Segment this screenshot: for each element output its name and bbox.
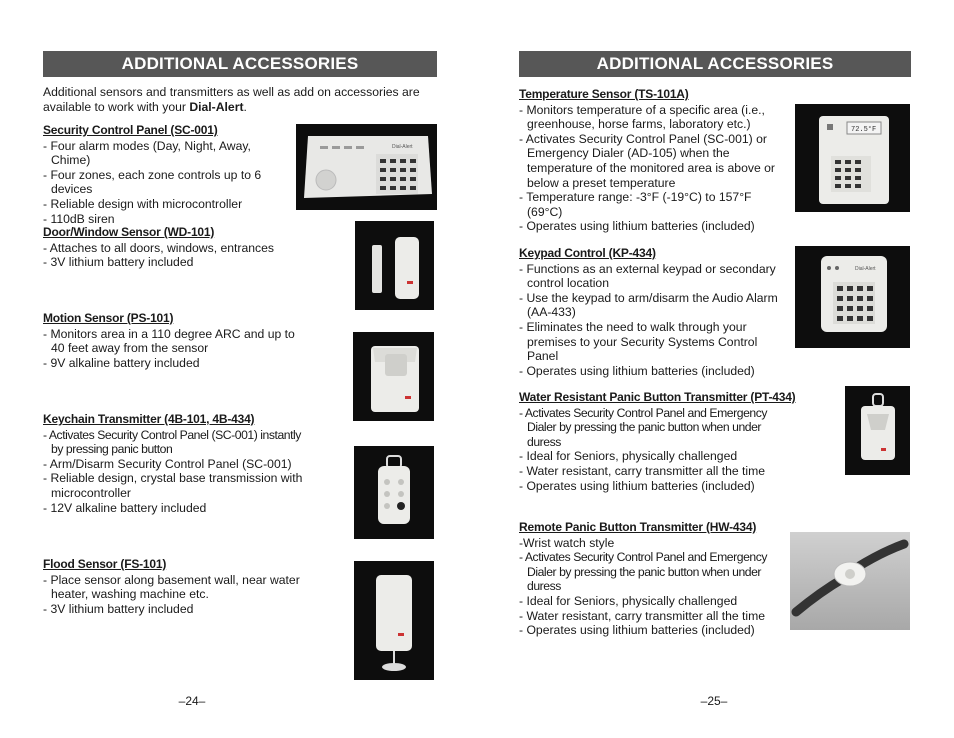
remote-panic-button-photo <box>790 532 910 630</box>
section-keypad-control <box>519 246 789 378</box>
section-door-window-sensor <box>43 225 343 270</box>
motion-sensor-image <box>353 332 434 421</box>
security-control-panel-photo <box>296 124 437 210</box>
list-item: - Monitors area in a 110 degree ARC and up to 40 feet away from the sensor <box>43 326 295 356</box>
keychain-transmitter-image <box>354 446 434 539</box>
list-item: - 3V lithium battery included <box>43 601 194 616</box>
temperature-display: 72.5°F <box>851 126 877 134</box>
section-temperature-sensor <box>519 87 783 234</box>
page-header: ADDITIONAL ACCESSORIES <box>43 51 437 77</box>
list-item: - Reliable design, crystal base transmission with microcontroller <box>43 471 303 500</box>
list-item: - Activates Security Control Panel (SC-001) instantly by pressing panic button <box>43 427 301 457</box>
list-item: - Place sensor along basement wall, near water heater, washing machine etc. <box>43 572 300 602</box>
list-item: - 3V lithium battery included <box>43 255 194 270</box>
list-item: - Four alarm modes (Day, Night, Away, Chime) <box>43 138 251 168</box>
wristwatch-transmitter-image <box>790 532 910 630</box>
panic-button-image <box>845 386 910 475</box>
list-item: - Water resistant, carry transmitter all the time <box>519 463 766 478</box>
list-item: - Reliable design with microcontroller <box>43 196 243 211</box>
list-item: - 12V alkaline battery included <box>43 500 207 515</box>
intro-brand: Dial-Alert <box>189 99 244 114</box>
list-item: - Monitors temperature of a specific area (i.e., greenhouse, horse farms, laboratory etc.) <box>519 102 765 132</box>
keypad-control-photo <box>795 246 910 348</box>
list-item: - Use the keypad to arm/disarm the Audio Alarm (AA-433) <box>519 290 778 320</box>
temperature-sensor-photo <box>795 104 910 212</box>
page-number: –25– <box>700 694 728 708</box>
section-title: Flood Sensor (FS-101) <box>43 557 167 571</box>
list-item: - Operates using lithium batteries (included) <box>519 219 755 234</box>
section-title: Security Control Panel (SC-001) <box>43 123 218 137</box>
section-title: Temperature Sensor (TS-101A) <box>519 87 689 101</box>
section-remote-panic-button <box>519 520 787 638</box>
flood-sensor-image <box>354 561 434 680</box>
list-item: - Activates Security Control Panel (SC-001) or Emergency Dialer (AD-105) when the temperature of the monitored area is above or below a preset temperature <box>519 131 775 190</box>
control-panel-image <box>296 124 437 210</box>
list-item: - Temperature range: -3°F (-19°C) to 157°F (69°C) <box>519 190 752 219</box>
list-item: - Ideal for Seniors, physically challenged <box>519 593 738 608</box>
section-security-control-panel <box>43 123 293 226</box>
list-item: - Eliminates the need to walk through your premises to your Security Systems Control Panel <box>519 319 758 364</box>
section-flood-sensor <box>43 557 313 616</box>
section-water-resistant-panic-button <box>519 390 796 493</box>
page-header: ADDITIONAL ACCESSORIES <box>519 51 911 77</box>
door-window-sensor-photo <box>355 221 434 310</box>
page-number: –24– <box>178 694 206 708</box>
list-item: - Operates using lithium batteries (included) <box>519 478 755 493</box>
list-item: - Four zones, each zone controls up to 6 devices <box>43 167 262 197</box>
list-item: - Arm/Disarm Security Control Panel (SC-001) <box>43 456 292 471</box>
list-item: - Attaches to all doors, windows, entrances <box>43 240 275 255</box>
list-item: - Operates using lithium batteries (included) <box>519 363 755 378</box>
section-title: Keypad Control (KP-434) <box>519 246 656 260</box>
list-item: - Water resistant, carry transmitter all the time <box>519 608 766 623</box>
list-item: - Functions as an external keypad or secondary control location <box>519 261 776 291</box>
list-item: - Activates Security Control Panel and Emergency Dialer by pressing the panic button when under duress <box>519 550 768 594</box>
door-window-sensor-image <box>355 221 434 310</box>
section-keychain-transmitter <box>43 412 311 515</box>
list-item: - 9V alkaline battery included <box>43 355 200 370</box>
keychain-transmitter-photo <box>354 446 434 539</box>
list-item: - Ideal for Seniors, physically challenged <box>519 449 738 464</box>
intro-end: . <box>243 99 247 114</box>
right-page <box>477 0 954 738</box>
section-title: Keychain Transmitter (4B-101, 4B-434) <box>43 412 255 426</box>
intro-paragraph <box>43 85 443 114</box>
motion-sensor-photo <box>353 332 434 421</box>
list-item: - Operates using lithium batteries (included) <box>519 623 755 638</box>
device-brand-label: Dial-Alert <box>855 266 876 272</box>
intro-text: Additional sensors and transmitters as well as add on accessories are available to work with your <box>43 85 420 114</box>
list-item: -Wrist watch style <box>519 535 615 550</box>
list-item: - Activates Security Control Panel and Emergency Dialer by pressing the panic button when under duress <box>519 405 768 449</box>
temperature-sensor-image <box>795 104 910 212</box>
list-item: - 110dB siren <box>43 211 115 226</box>
device-brand-label: Dial-Alert <box>392 144 413 150</box>
section-title: Water Resistant Panic Button Transmitter (PT-434) <box>519 390 796 404</box>
section-title: Remote Panic Button Transmitter (HW-434) <box>519 520 757 534</box>
section-title: Door/Window Sensor (WD-101) <box>43 225 215 239</box>
section-motion-sensor <box>43 311 303 370</box>
keypad-control-image <box>795 246 910 348</box>
section-title: Motion Sensor (PS-101) <box>43 311 174 325</box>
flood-sensor-photo <box>354 561 434 680</box>
panic-button-photo <box>845 386 910 475</box>
